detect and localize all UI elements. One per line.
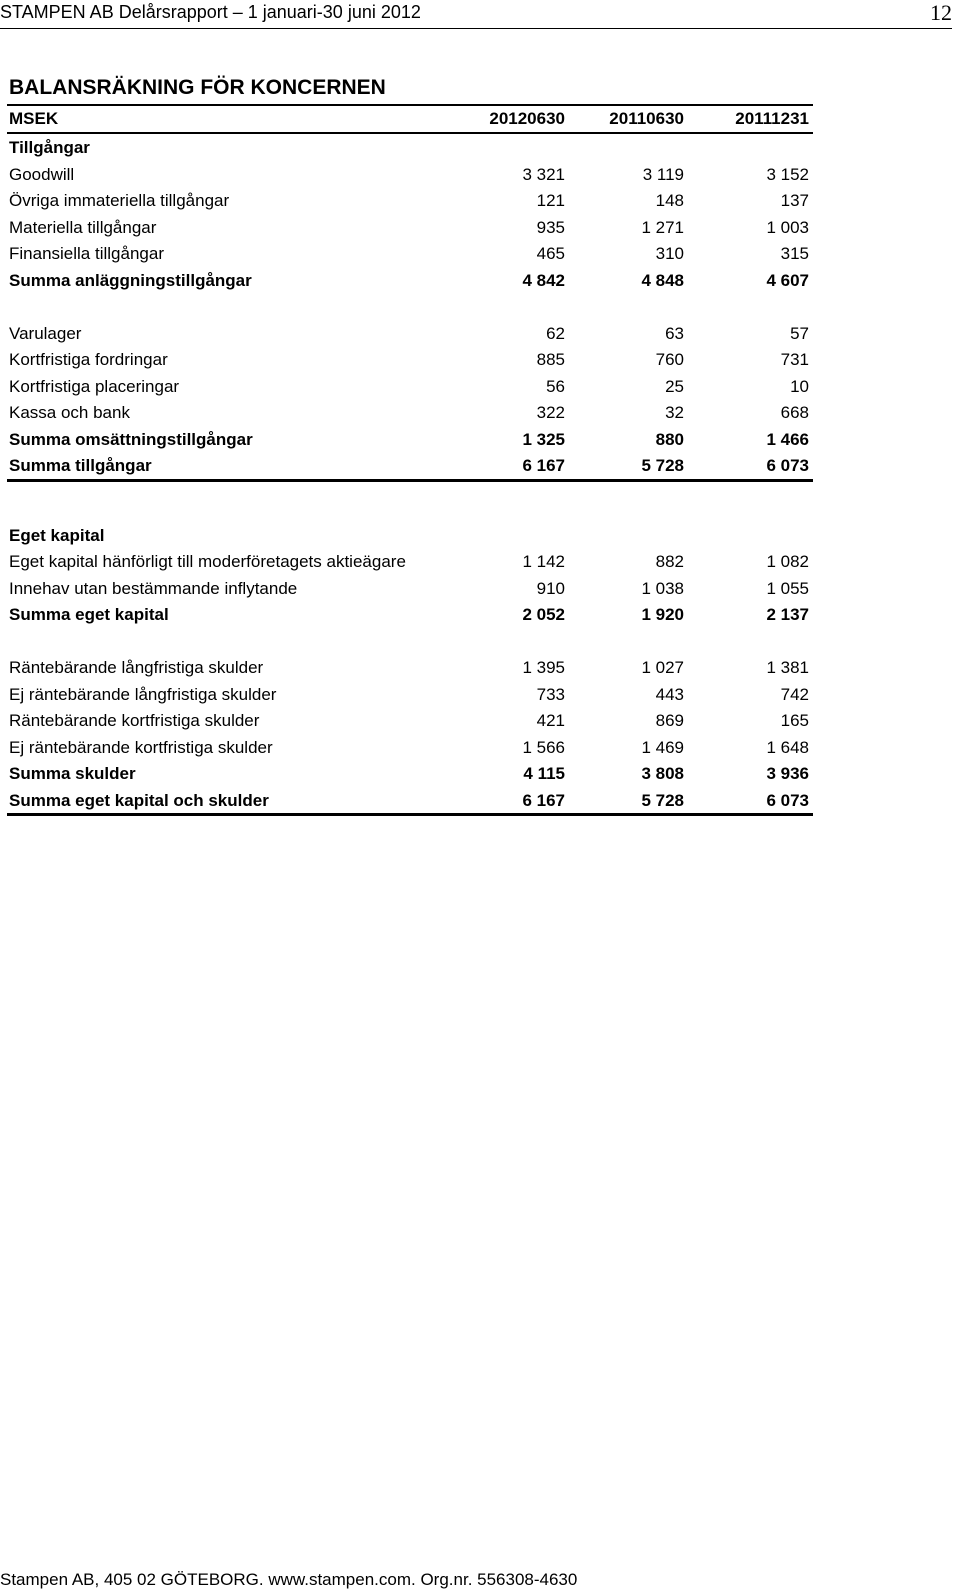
row-label: Eget kapital hänförligt till moderföretagets aktieägare (9, 552, 406, 571)
row-label: Summa eget kapital och skulder (9, 790, 269, 810)
row-value-2011fy: 1 466 (766, 429, 809, 449)
spacer-row (7, 482, 813, 522)
row-value-2012: 2 052 (522, 605, 565, 624)
subtotal-row (7, 426, 813, 453)
row-value-2012: 4 115 (523, 764, 565, 783)
row-value-2012: 4 842 (522, 270, 565, 290)
row-value-2011fy: 3 152 (766, 164, 809, 184)
section-heading-equity (7, 522, 813, 549)
row-label: Goodwill (9, 164, 75, 184)
row-value-2011fy: 742 (780, 684, 809, 704)
table-header-row (7, 104, 813, 134)
row-value-2012: 1 566 (522, 737, 565, 757)
column-header-unit: MSEK (9, 109, 59, 128)
table-row (7, 346, 813, 373)
page-number: 12 (930, 0, 952, 25)
row-value-2012: 935 (536, 217, 565, 237)
subtotal-row (7, 760, 813, 787)
table-row (7, 214, 813, 241)
row-label: Summa skulder (9, 764, 136, 783)
row-value-2011h1: 1 271 (641, 217, 684, 237)
row-label: Innehav utan bestämmande inflytande (9, 578, 298, 598)
row-value-2011fy: 1 082 (766, 552, 809, 571)
row-label: Ej räntebärande kortfristiga skulder (9, 737, 273, 757)
row-label: Räntebärande kortfristiga skulder (9, 711, 260, 730)
table-row (7, 548, 813, 575)
row-value-2012: 121 (536, 191, 565, 210)
row-label: Materiella tillgångar (9, 217, 157, 237)
balance-sheet-table (7, 104, 813, 816)
row-value-2012: 6 167 (522, 790, 565, 810)
row-value-2011fy: 1 648 (766, 737, 809, 757)
table-row (7, 734, 813, 761)
row-value-2011h1: 5 728 (641, 790, 684, 810)
row-value-2011fy: 1 055 (766, 578, 809, 598)
row-label: Ej räntebärande långfristiga skulder (9, 684, 277, 704)
row-value-2011fy: 10 (790, 376, 809, 396)
table-row (7, 240, 813, 267)
row-value-2011h1: 1 920 (641, 605, 684, 624)
report-title: BALANSRÄKNING FÖR KONCERNEN (9, 76, 386, 99)
row-value-2011h1: 3 119 (642, 164, 684, 184)
row-value-2012: 910 (536, 578, 565, 598)
row-value-2012: 1 325 (522, 429, 565, 449)
row-value-2011fy: 3 936 (766, 764, 809, 783)
row-value-2012: 1 395 (522, 658, 565, 677)
row-value-2011h1: 32 (665, 403, 684, 422)
row-label: Kortfristiga placeringar (9, 376, 180, 396)
row-value-2011h1: 310 (655, 244, 684, 263)
section-heading-assets (7, 134, 813, 161)
row-value-2011fy: 731 (780, 350, 809, 369)
row-label: Summa omsättningstillgångar (9, 429, 253, 449)
row-value-2011h1: 3 808 (641, 764, 684, 783)
row-value-2011fy: 4 607 (766, 270, 809, 290)
row-label: Räntebärande långfristiga skulder (9, 658, 264, 677)
row-value-2012: 885 (536, 350, 565, 369)
row-value-2011h1: 63 (665, 323, 684, 343)
row-value-2011h1: 443 (655, 684, 684, 704)
table-row (7, 161, 813, 188)
row-value-2011h1: 148 (655, 191, 684, 210)
row-value-2011h1: 882 (655, 552, 684, 571)
section-heading-label: Eget kapital (9, 525, 105, 545)
total-row (7, 787, 813, 817)
row-value-2011fy: 2 137 (766, 605, 809, 624)
table-row (7, 320, 813, 347)
row-label: Varulager (9, 323, 82, 343)
table-row (7, 399, 813, 426)
row-value-2012: 56 (546, 376, 565, 396)
row-value-2011h1: 1 469 (641, 737, 684, 757)
row-value-2011fy: 1 003 (766, 217, 809, 237)
total-row (7, 452, 813, 482)
table-row (7, 187, 813, 214)
row-value-2012: 3 321 (522, 164, 565, 184)
header-divider (0, 28, 952, 29)
row-label: Kassa och bank (9, 403, 130, 422)
page-footer: Stampen AB, 405 02 GÖTEBORG. www.stampen.com. Org.nr. 556308-4630 (0, 1570, 578, 1589)
row-value-2011fy: 668 (780, 403, 809, 422)
row-value-2011h1: 25 (665, 376, 684, 396)
row-value-2011fy: 1 381 (766, 658, 809, 677)
row-value-2012: 1 142 (522, 552, 565, 571)
subtotal-row (7, 267, 813, 294)
table-row (7, 654, 813, 681)
row-label: Summa eget kapital (9, 605, 169, 624)
row-label: Finansiella tillgångar (9, 244, 164, 263)
row-value-2012: 322 (536, 403, 565, 422)
table-row (7, 373, 813, 400)
section-heading-label: Tillgångar (9, 138, 90, 157)
row-value-2012: 6 167 (522, 456, 565, 475)
row-label: Kortfristiga fordringar (9, 350, 168, 369)
table-row (7, 681, 813, 708)
column-header-20120630: 20120630 (489, 109, 565, 128)
column-header-20111231: 20111231 (735, 109, 809, 128)
row-value-2012: 421 (536, 711, 565, 730)
row-value-2011h1: 5 728 (641, 456, 684, 475)
table-row (7, 575, 813, 602)
running-header: STAMPEN AB Delårsrapport – 1 januari-30 juni 2012 (0, 2, 421, 22)
row-label: Summa tillgångar (9, 456, 152, 475)
spacer-row (7, 628, 813, 655)
row-label: Övriga immateriella tillgångar (9, 191, 230, 210)
row-value-2011h1: 1 027 (641, 658, 684, 677)
row-value-2011h1: 1 038 (641, 578, 684, 598)
row-value-2012: 465 (536, 244, 565, 263)
row-value-2011fy: 315 (780, 244, 809, 263)
spacer-row (7, 293, 813, 320)
row-value-2011h1: 880 (655, 429, 684, 449)
table-row (7, 707, 813, 734)
row-value-2011fy: 165 (780, 711, 809, 730)
row-value-2011fy: 137 (780, 191, 809, 210)
row-value-2011h1: 869 (655, 711, 684, 730)
row-label: Summa anläggningstillgångar (9, 270, 252, 290)
row-value-2011fy: 57 (790, 323, 809, 343)
row-value-2012: 62 (546, 323, 565, 343)
row-value-2011h1: 760 (655, 350, 684, 369)
subtotal-row (7, 601, 813, 628)
column-header-20110630: 20110630 (609, 109, 684, 128)
row-value-2011fy: 6 073 (766, 456, 809, 475)
row-value-2011h1: 4 848 (641, 270, 684, 290)
row-value-2012: 733 (536, 684, 565, 704)
row-value-2011fy: 6 073 (766, 790, 809, 810)
